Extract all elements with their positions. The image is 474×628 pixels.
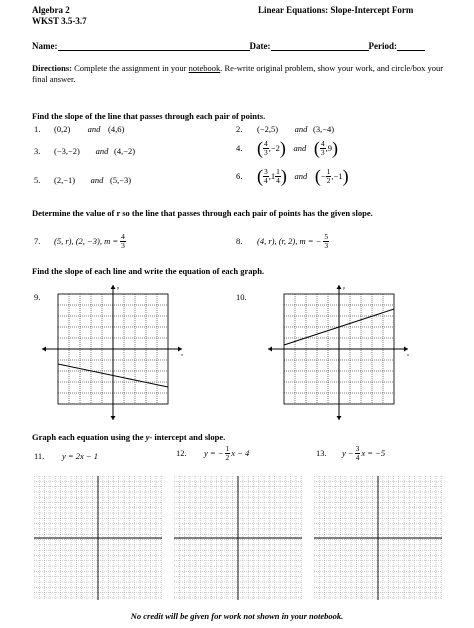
graph-10-x-label: x [407,352,409,357]
name-label: Name: [32,41,58,51]
graph-11[interactable] [34,476,162,600]
name-row [32,41,425,51]
period-label: Period: [368,41,397,51]
problem-7: 7. (5, r), (2, −3), m = $\frac{4}{3}$ [34,232,125,250]
problem-3: 3. (−3,−2) and (4,−2) [34,146,136,156]
graph-9-x-label: x [181,352,183,357]
graph-10 [264,284,412,422]
graph-12[interactable] [174,476,302,600]
name-blank[interactable] [58,41,250,51]
directions-label: Directions: [32,63,72,73]
problem-8: 8. (4, r), (r, 2), m = − $\frac{5}{3}$ [236,232,329,250]
problem-4: 4. ( $\frac{4}{3}$ , −2 ) and ( $\frac{4}{3}$ , 9 ) [236,138,339,158]
section4-title: Graph each equation using the y- intercept and slope. [32,432,226,442]
date-label: Date: [249,41,271,51]
problem-13: 13. y − $\frac{3}{4}$ x = −5 [316,444,386,462]
worksheet-id: WKST 3.5-3.7 [32,16,87,26]
section2-title: Determine the value of r so the line that passes through each pair of points has the given slope. [32,208,373,218]
period-blank[interactable] [397,41,425,51]
section3-title: Find the slope of each line and write the equation of each graph. [32,266,265,276]
notebook-link: notebook [188,63,221,73]
problem-12: 12. y = − $\frac{1}{2}$ x − 4 [176,444,250,462]
problem-2: 2. (−2,5) and (3,−4) [236,124,335,134]
problem-11: 11. y = 2x − 1 [34,451,99,461]
graph-9 [38,284,186,422]
topic-title: Linear Equations: Slope-Intercept Form [258,5,414,15]
problem-9-label: 9. [34,292,41,302]
course-title: Algebra 2 [32,5,70,15]
date-blank[interactable] [271,41,369,51]
graph-9-y-label: y [117,285,119,290]
graph-13[interactable] [314,476,442,600]
footer-note: No credit will be given for work not shown in your notebook. [130,611,344,621]
problem-1: 1. (0,2) and (4,6) [34,124,125,134]
problem-10-label: 10. [236,292,247,302]
problem-5: 5. (2,−1) and (5,−3) [34,175,132,185]
directions: Directions: Complete the assignment in your notebook. Re-write original problem, show your work, and circle/box your final answer. [32,63,444,84]
header-left [32,5,87,27]
section1-title: Find the slope of the line that passes through each pair of points. [32,111,266,121]
graph-10-y-label: y [343,285,345,290]
problem-6: 6. ( $\frac{3}{4}$ , 1 $\frac{1}{4}$ ) and ( − $\frac{1}{2}$ , −1 ) [236,166,349,186]
